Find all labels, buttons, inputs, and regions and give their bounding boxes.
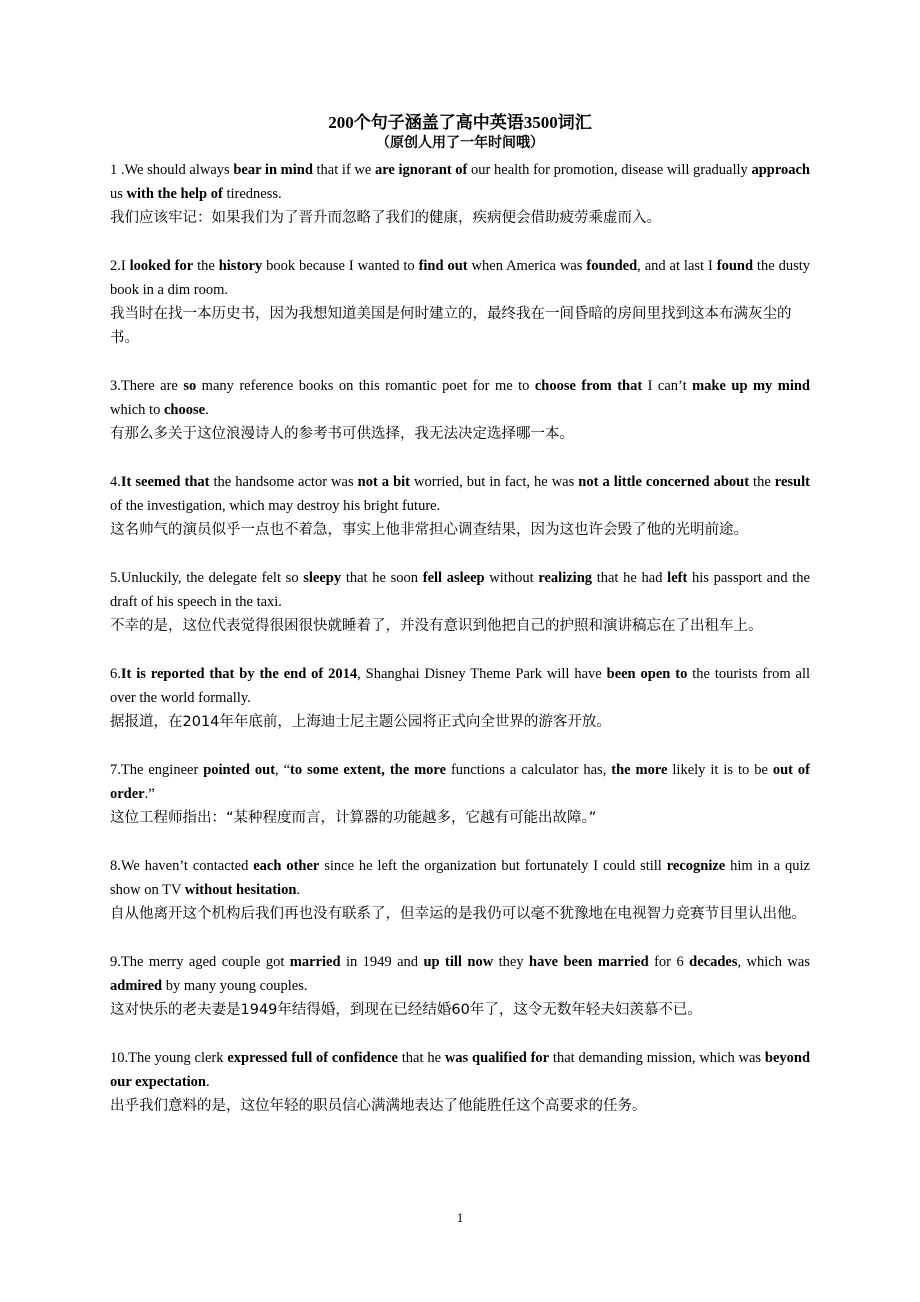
sentence-text: .” <box>144 786 155 802</box>
sentence-entry <box>110 158 810 230</box>
key-phrase: to some extent, the more <box>290 762 447 778</box>
sentence-text: 8.We haven’t contacted <box>110 858 254 874</box>
key-phrase: admired <box>110 978 163 994</box>
key-phrase: pointed out <box>203 762 276 778</box>
sentence-entry <box>110 470 810 542</box>
key-phrase: so <box>183 378 197 394</box>
sentence-text: , and at last I <box>637 258 717 274</box>
english-sentence <box>110 254 810 302</box>
key-phrase: not a bit <box>357 474 410 490</box>
sentence-text: 1 .We should always <box>110 162 234 178</box>
english-sentence <box>110 374 810 422</box>
chinese-translation: 有那么多关于这位浪漫诗人的参考书可供选择，我无法决定选择哪一本。 <box>110 426 574 442</box>
key-phrase: choose from that <box>534 378 643 394</box>
sentence-text: I can’t <box>642 378 693 394</box>
key-phrase: find out <box>418 258 468 274</box>
sentence-text: . <box>206 1074 210 1090</box>
sentence-text: 10.The young clerk <box>110 1050 228 1066</box>
sentence-text: that he soon <box>341 570 423 586</box>
page-number: 1 <box>456 1210 464 1225</box>
key-phrase: out of order <box>110 762 810 802</box>
key-phrase: beyond our expectation <box>110 1050 811 1090</box>
sentence-text: likely it is to be <box>667 762 773 778</box>
chinese-translation: 我们应该牢记：如果我们为了晋升而忽略了我们的健康，疾病便会借助疲劳乘虚而入。 <box>110 210 661 226</box>
key-phrase: was qualified for <box>444 1050 550 1066</box>
sentence-entry <box>110 854 810 926</box>
sentence-text: that he had <box>592 570 668 586</box>
key-phrase: are ignorant of <box>374 162 468 178</box>
sentence-text: 2.I <box>110 258 130 274</box>
sentence-text: for 6 <box>648 954 690 970</box>
sentence-entry <box>110 566 810 638</box>
english-sentence <box>110 158 810 206</box>
sentence-text: 3.There are <box>110 378 184 394</box>
sentence-text: the dusty book in a dim room. <box>110 258 810 298</box>
key-phrase: up till now <box>423 954 494 970</box>
sentence-entry <box>110 374 810 446</box>
key-phrase: with the help of <box>126 186 223 202</box>
sentence-text: worried, but in fact, he was <box>410 474 579 490</box>
key-phrase: It seemed that <box>120 474 210 490</box>
sentence-text: many reference books on this romantic poet for me to <box>196 378 535 394</box>
key-phrase: founded <box>586 258 638 274</box>
document-subtitle: （原创人用了一年时间哦） <box>376 136 544 151</box>
english-sentence <box>110 566 810 614</box>
sentence-text: which to <box>110 402 164 418</box>
chinese-translation: 不幸的是，这位代表觉得很困很快就睡着了，并没有意识到他把自己的护照和演讲稿忘在了出租车上。 <box>110 618 763 634</box>
chinese-translation: 出乎我们意料的是，这位年轻的职员信心满满地表达了他能胜任这个高要求的任务。 <box>110 1098 647 1114</box>
sentence-entry <box>110 662 810 734</box>
sentence-text: , Shanghai Disney Theme Park will have <box>357 666 607 682</box>
key-phrase: found <box>716 258 754 274</box>
key-phrase: make up my mind <box>692 378 810 394</box>
key-phrase: married <box>289 954 341 970</box>
key-phrase: fell asleep <box>422 570 485 586</box>
sentence-text: . <box>296 882 301 898</box>
key-phrase: history <box>218 258 263 274</box>
key-phrase: sleepy <box>303 570 342 586</box>
key-phrase: have been married <box>529 954 649 970</box>
sentence-text: 9.The merry aged couple got <box>110 954 290 970</box>
key-phrase: bear in mind <box>233 162 313 178</box>
sentence-text: , “ <box>275 762 291 778</box>
sentence-text: the <box>193 258 219 274</box>
key-phrase: the more <box>611 762 668 778</box>
sentence-entry <box>110 758 810 830</box>
chinese-translation: 这位工程师指出：“某种程度而言，计算器的功能越多，它越有可能出故障。” <box>110 810 597 826</box>
chinese-translation: 这对快乐的老夫妻是1949年结得婚，到现在已经结婚60年了，这令无数年轻夫妇羡慕不已。 <box>110 1002 702 1018</box>
english-sentence <box>110 470 810 518</box>
sentence-text: when America was <box>467 258 587 274</box>
chinese-translation: 我当时在找一本历史书，因为我想知道美国是何时建立的，最终我在一间昏暗的房间里找到这本布满灰尘的书。 <box>110 306 792 346</box>
english-sentence <box>110 758 810 806</box>
sentence-text: him in a quiz show on TV <box>110 858 810 898</box>
key-phrase: been open to <box>606 666 688 682</box>
sentence-text: the tourists from all over the world formally. <box>110 666 811 706</box>
key-phrase: without hesitation <box>184 882 297 898</box>
key-phrase: It is reported that by the end of 2014 <box>120 666 358 682</box>
key-phrase: result <box>774 474 810 490</box>
sentence-text: that he <box>397 1050 445 1066</box>
key-phrase: each other <box>253 858 320 874</box>
sentence-text: 5.Unluckily, the delegate felt so <box>110 570 304 586</box>
sentence-text: in 1949 and <box>340 954 424 970</box>
sentence-text: that demanding mission, which was <box>549 1050 765 1066</box>
sentence-text: that if we <box>312 162 375 178</box>
key-phrase: approach <box>751 162 810 178</box>
sentence-text: they <box>493 954 530 970</box>
sentence-text: tiredness. <box>222 186 282 202</box>
english-sentence <box>110 950 810 998</box>
sentence-text: us <box>110 186 127 202</box>
sentence-text: 7.The engineer <box>110 762 204 778</box>
key-phrase: looked for <box>129 258 194 274</box>
english-sentence <box>110 662 810 710</box>
sentence-text: , which was <box>737 954 810 970</box>
key-phrase: not a little concerned about <box>578 474 750 490</box>
sentence-text: . <box>205 402 209 418</box>
key-phrase: decades <box>689 954 738 970</box>
sentence-list <box>110 158 810 1142</box>
chinese-translation: 自从他离开这个机构后我们再也没有联系了，但幸运的是我仍可以毫不犹豫地在电视智力竞赛节目里认出他。 <box>110 906 806 922</box>
key-phrase: realizing <box>538 570 593 586</box>
english-sentence <box>110 1046 810 1094</box>
key-phrase: expressed full of confidence <box>227 1050 398 1066</box>
sentence-text: the handsome actor was <box>209 474 358 490</box>
key-phrase: choose <box>163 402 206 418</box>
sentence-text: functions a calculator has, <box>446 762 612 778</box>
sentence-text: our health for promotion, disease will gradually <box>467 162 752 178</box>
key-phrase: recognize <box>666 858 726 874</box>
chinese-translation: 据报道，在2014年年底前，上海迪士尼主题公园将正式向全世界的游客开放。 <box>110 714 611 730</box>
sentence-text: book because I wanted to <box>262 258 419 274</box>
english-sentence <box>110 854 810 902</box>
sentence-text: 4. <box>110 474 121 490</box>
document-title: 200个句子涵盖了高中英语3500词汇 <box>328 113 592 132</box>
sentence-text: without <box>484 570 539 586</box>
key-phrase: left <box>667 570 688 586</box>
sentence-text: of the investigation, which may destroy his bright future. <box>110 498 441 514</box>
chinese-translation: 这名帅气的演员似乎一点也不着急，事实上他非常担心调查结果，因为这也许会毁了他的光明前途。 <box>110 522 748 538</box>
sentence-text: 6. <box>110 666 121 682</box>
sentence-text: by many young couples. <box>162 978 308 994</box>
sentence-text: since he left the organization but fortunately I could still <box>319 858 667 874</box>
sentence-text: his passport and the draft of his speech in the taxi. <box>110 570 810 610</box>
sentence-entry <box>110 950 810 1022</box>
sentence-entry <box>110 1046 810 1118</box>
sentence-text: the <box>749 474 775 490</box>
sentence-entry <box>110 254 810 350</box>
